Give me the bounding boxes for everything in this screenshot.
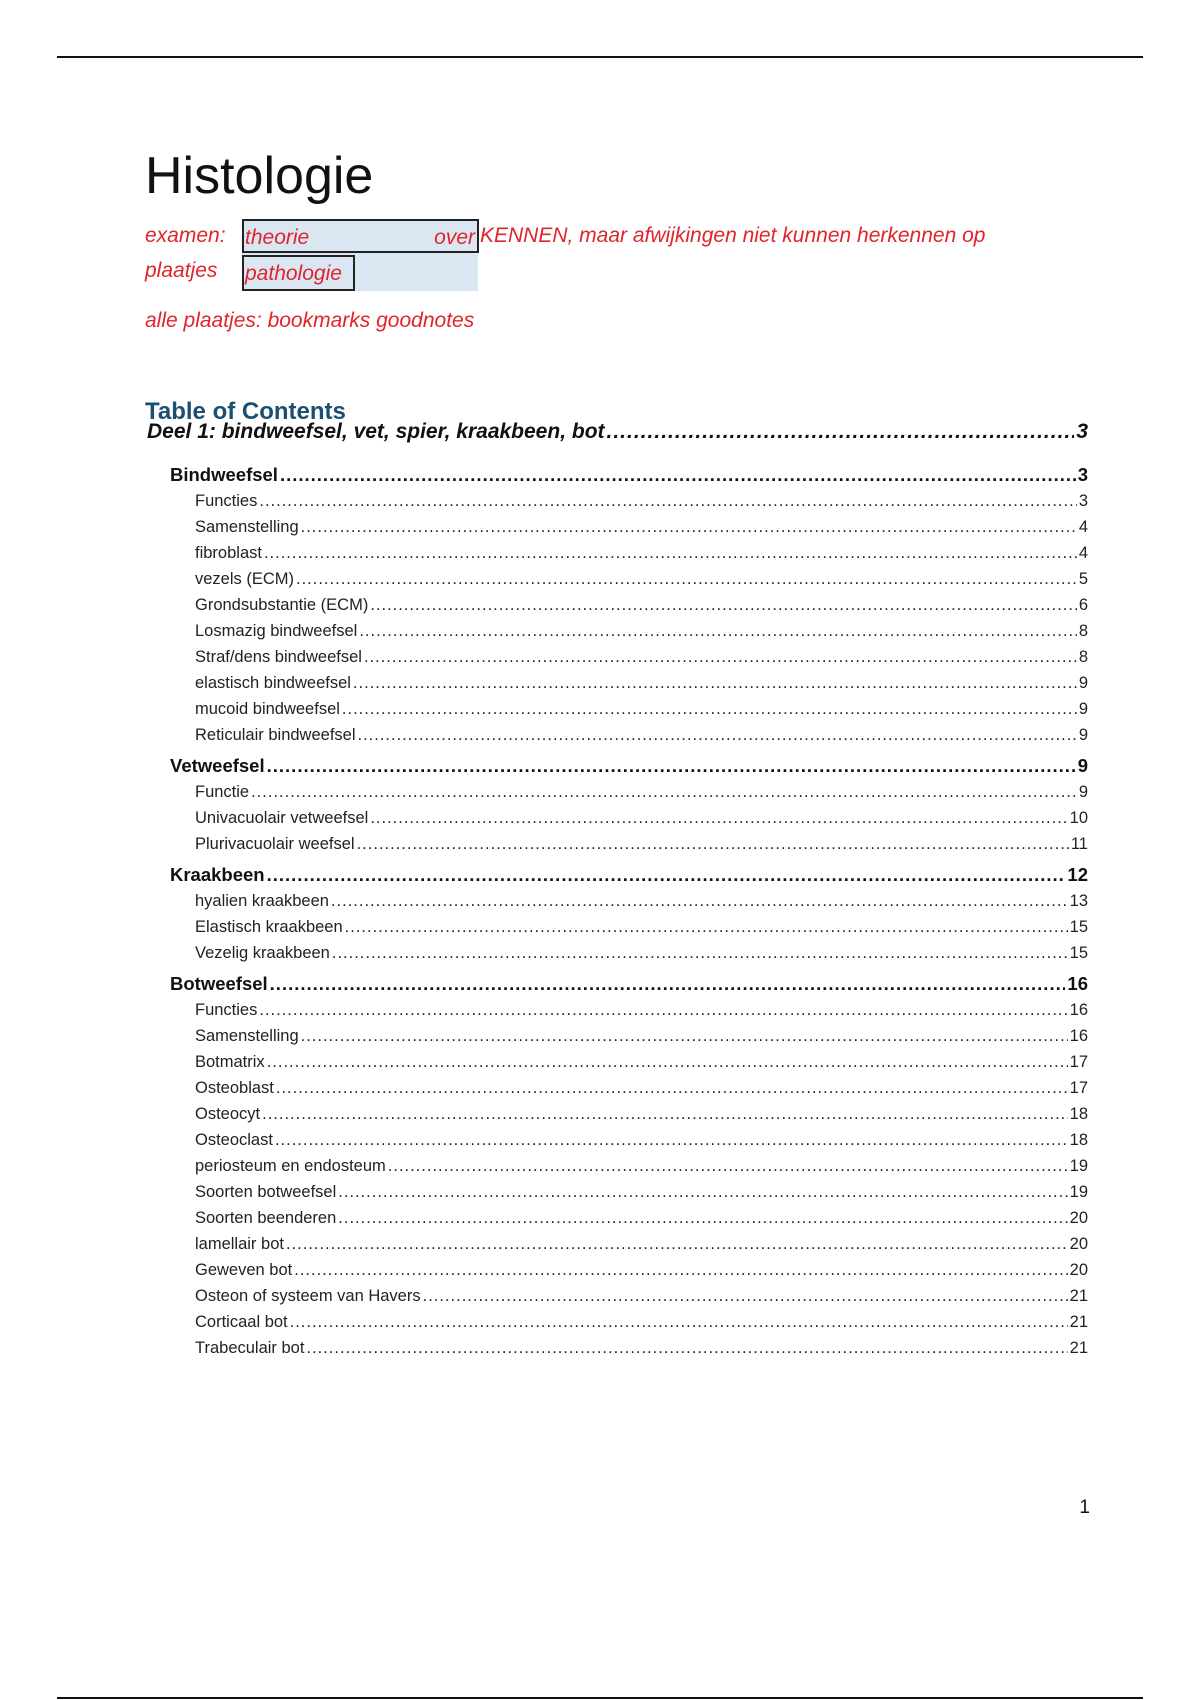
toc-leader-dots <box>306 1339 1067 1358</box>
toc-entry[interactable] <box>195 1287 1088 1306</box>
toc-leader-dots <box>259 492 1076 511</box>
toc-leader-dots <box>264 544 1077 563</box>
toc-leader-dots <box>294 1261 1067 1280</box>
toc-entry[interactable] <box>195 1027 1088 1046</box>
toc-entry-page: 9 <box>1078 783 1088 801</box>
toc-entry[interactable] <box>195 783 1088 802</box>
toc-entry[interactable] <box>195 1261 1088 1280</box>
toc-entry-label: Vezelig kraakbeen <box>195 944 330 962</box>
toc-entry[interactable] <box>195 1001 1088 1020</box>
toc-entry-page: 8 <box>1078 622 1088 640</box>
toc-entry-label: Functies <box>195 1001 258 1019</box>
toc-entry-label: elastisch bindweefsel <box>195 674 351 692</box>
toc-entry-page: 3 <box>1077 464 1088 485</box>
toc-entry[interactable] <box>195 1339 1088 1358</box>
toc-leader-dots <box>301 518 1077 537</box>
toc-entry-label: Plurivacuolair weefsel <box>195 835 355 853</box>
toc-leader-dots <box>267 864 1066 886</box>
toc-entry[interactable] <box>195 918 1088 937</box>
toc-entry-label: Grondsubstantie (ECM) <box>195 596 369 614</box>
toc-leader-dots <box>359 622 1076 641</box>
toc-leader-dots <box>276 1079 1068 1098</box>
toc-leader-dots <box>370 809 1067 828</box>
toc-entry-label: Deel 1: bindweefsel, vet, spier, kraakbeen, bot <box>147 420 605 443</box>
toc-leader-dots <box>275 1131 1068 1150</box>
toc-entry-page: 16 <box>1069 1027 1088 1045</box>
toc-entry-page: 9 <box>1078 726 1088 744</box>
toc-leader-dots <box>301 1027 1068 1046</box>
toc-entry[interactable] <box>170 864 1088 886</box>
toc-leader-dots <box>286 1235 1068 1254</box>
toc-entry-label: Soorten botweefsel <box>195 1183 337 1201</box>
toc-entry-label: mucoid bindweefsel <box>195 700 340 718</box>
toc-leader-dots <box>342 700 1077 719</box>
toc-entry-label: Osteoblast <box>195 1079 274 1097</box>
toc-entry-page: 4 <box>1078 518 1088 536</box>
toc-entry[interactable] <box>195 726 1088 745</box>
toc-entry[interactable] <box>195 700 1088 719</box>
note-over-text: over <box>434 226 475 249</box>
toc-leader-dots <box>370 596 1076 615</box>
toc-leader-dots <box>262 1105 1068 1124</box>
toc-entry-label: lamellair bot <box>195 1235 284 1253</box>
toc-entry[interactable] <box>195 1157 1088 1176</box>
toc-leader-dots <box>607 420 1075 444</box>
toc-entry[interactable] <box>195 944 1088 963</box>
toc-entry-page: 3 <box>1078 492 1088 510</box>
toc-entry-page: 16 <box>1067 973 1088 994</box>
toc-entry-page: 9 <box>1078 700 1088 718</box>
toc-entry-page: 18 <box>1069 1131 1088 1149</box>
toc-entry[interactable] <box>195 809 1088 828</box>
toc-entry[interactable] <box>195 892 1088 911</box>
toc-entry[interactable] <box>170 464 1088 486</box>
toc-entry-label: Corticaal bot <box>195 1313 288 1331</box>
toc-entry-page: 21 <box>1069 1339 1088 1357</box>
toc-entry-label: Trabeculair bot <box>195 1339 305 1357</box>
toc-leader-dots <box>338 1209 1067 1228</box>
toc-leader-dots <box>388 1157 1068 1176</box>
toc-entry-label: Samenstelling <box>195 1027 299 1045</box>
toc-entry[interactable] <box>195 835 1088 854</box>
toc-entry-label: Samenstelling <box>195 518 299 536</box>
toc-entry[interactable] <box>147 420 1088 444</box>
toc-entry-page: 21 <box>1069 1287 1088 1305</box>
toc-leader-dots <box>267 755 1076 777</box>
note-theorie-box <box>242 219 479 253</box>
toc-entry-label: fibroblast <box>195 544 262 562</box>
toc-entry-page: 10 <box>1069 809 1088 827</box>
toc-entry-page: 16 <box>1069 1001 1088 1019</box>
toc-entry[interactable] <box>195 648 1088 667</box>
toc-heading: Table of Contents <box>145 398 346 425</box>
toc-entry-page: 20 <box>1069 1261 1088 1279</box>
note-alle-plaatjes: alle plaatjes: bookmarks goodnotes <box>145 309 475 332</box>
toc-entry-page: 9 <box>1078 674 1088 692</box>
toc-entry-page: 9 <box>1077 755 1088 776</box>
toc-entry-label: Kraakbeen <box>170 864 265 885</box>
toc-entry[interactable] <box>195 518 1088 537</box>
toc-entry-page: 15 <box>1069 944 1088 962</box>
note-plaatjes-label: plaatjes <box>145 259 218 282</box>
toc-entry-label: Vetweefsel <box>170 755 265 776</box>
toc-entry-label: Elastisch kraakbeen <box>195 918 343 936</box>
toc-entry[interactable] <box>195 1209 1088 1228</box>
toc-entry[interactable] <box>195 674 1088 693</box>
toc-entry[interactable] <box>195 596 1088 615</box>
toc-leader-dots <box>290 1313 1068 1332</box>
toc-entry[interactable] <box>195 622 1088 641</box>
toc-entry-label: Botmatrix <box>195 1053 265 1071</box>
toc-leader-dots <box>296 570 1077 589</box>
toc-entry-label: vezels (ECM) <box>195 570 295 588</box>
toc-leader-dots <box>251 783 1077 802</box>
top-rule <box>57 56 1143 58</box>
toc-entry-page: 17 <box>1069 1079 1088 1097</box>
toc-entry-page: 13 <box>1069 892 1088 910</box>
toc-leader-dots <box>423 1287 1068 1306</box>
toc-entry[interactable] <box>195 492 1088 511</box>
toc-entry-label: Univacuolair vetweefsel <box>195 809 369 827</box>
bottom-rule <box>57 1697 1143 1699</box>
toc-entry-label: Osteoclast <box>195 1131 273 1149</box>
toc-leader-dots <box>332 944 1068 963</box>
toc-entry-label: Bindweefsel <box>170 464 278 485</box>
toc-leader-dots <box>353 674 1077 693</box>
toc-entry-label: Osteocyt <box>195 1105 261 1123</box>
page-number: 1 <box>1079 1497 1090 1518</box>
toc-entry[interactable] <box>195 1235 1088 1254</box>
toc-entry-label: Botweefsel <box>170 973 268 994</box>
toc-entry[interactable] <box>170 973 1088 995</box>
toc-entry-page: 19 <box>1069 1157 1088 1175</box>
toc-leader-dots <box>358 726 1077 745</box>
toc-entry-page: 8 <box>1078 648 1088 666</box>
toc-entry-page: 20 <box>1069 1235 1088 1253</box>
toc-entry-page: 11 <box>1070 835 1088 853</box>
toc-entry-label: Geweven bot <box>195 1261 293 1279</box>
toc-entry-label: Functies <box>195 492 258 510</box>
toc-entry-page: 5 <box>1078 570 1088 588</box>
note-examen-label: examen: <box>145 224 226 247</box>
toc-entry-page: 4 <box>1078 544 1088 562</box>
toc-entry[interactable] <box>195 1105 1088 1124</box>
toc-entry-page: 19 <box>1069 1183 1088 1201</box>
toc-leader-dots <box>280 464 1076 486</box>
note-theorie-text: theorie <box>245 226 310 249</box>
toc-entry[interactable] <box>170 755 1088 777</box>
note-kennen-text: KENNEN, maar afwijkingen niet kunnen herkennen op <box>480 224 986 247</box>
toc-entry-page: 20 <box>1069 1209 1088 1227</box>
toc-leader-dots <box>357 835 1069 854</box>
toc-entry[interactable] <box>195 1313 1088 1332</box>
toc-entry-page: 6 <box>1078 596 1088 614</box>
toc-leader-dots <box>345 918 1068 937</box>
toc-entry-label: Osteon of systeem van Havers <box>195 1287 421 1305</box>
toc-entry-label: periosteum en endosteum <box>195 1157 386 1175</box>
toc-entry-label: Soorten beenderen <box>195 1209 337 1227</box>
toc-entry-page: 18 <box>1069 1105 1088 1123</box>
toc-leader-dots <box>267 1053 1068 1072</box>
toc-entry[interactable] <box>195 570 1088 589</box>
toc-entry-page: 3 <box>1076 420 1088 443</box>
toc-entry-page: 17 <box>1069 1053 1088 1071</box>
toc-entry-label: Straf/dens bindweefsel <box>195 648 362 666</box>
toc-entry[interactable] <box>195 1183 1088 1202</box>
toc-leader-dots <box>259 1001 1067 1020</box>
toc-entry[interactable] <box>195 1131 1088 1150</box>
note-pathologie-text: pathologie <box>245 262 342 285</box>
toc-entry-page: 15 <box>1069 918 1088 936</box>
toc-entry-label: hyalien kraakbeen <box>195 892 329 910</box>
toc-entry[interactable] <box>195 1053 1088 1072</box>
note-pathologie-box <box>242 255 355 291</box>
toc-entry-page: 12 <box>1067 864 1088 885</box>
toc-entry[interactable] <box>195 1079 1088 1098</box>
toc-leader-dots <box>364 648 1077 667</box>
toc-leader-dots <box>331 892 1068 911</box>
toc-leader-dots <box>270 973 1066 995</box>
toc-entry-label: Losmazig bindweefsel <box>195 622 358 640</box>
toc-leader-dots <box>338 1183 1067 1202</box>
toc-entry-label: Functie <box>195 783 250 801</box>
toc-entry[interactable] <box>195 544 1088 563</box>
toc-entry-page: 21 <box>1069 1313 1088 1331</box>
toc-entry-label: Reticulair bindweefsel <box>195 726 356 744</box>
document-title: Histologie <box>145 147 374 205</box>
